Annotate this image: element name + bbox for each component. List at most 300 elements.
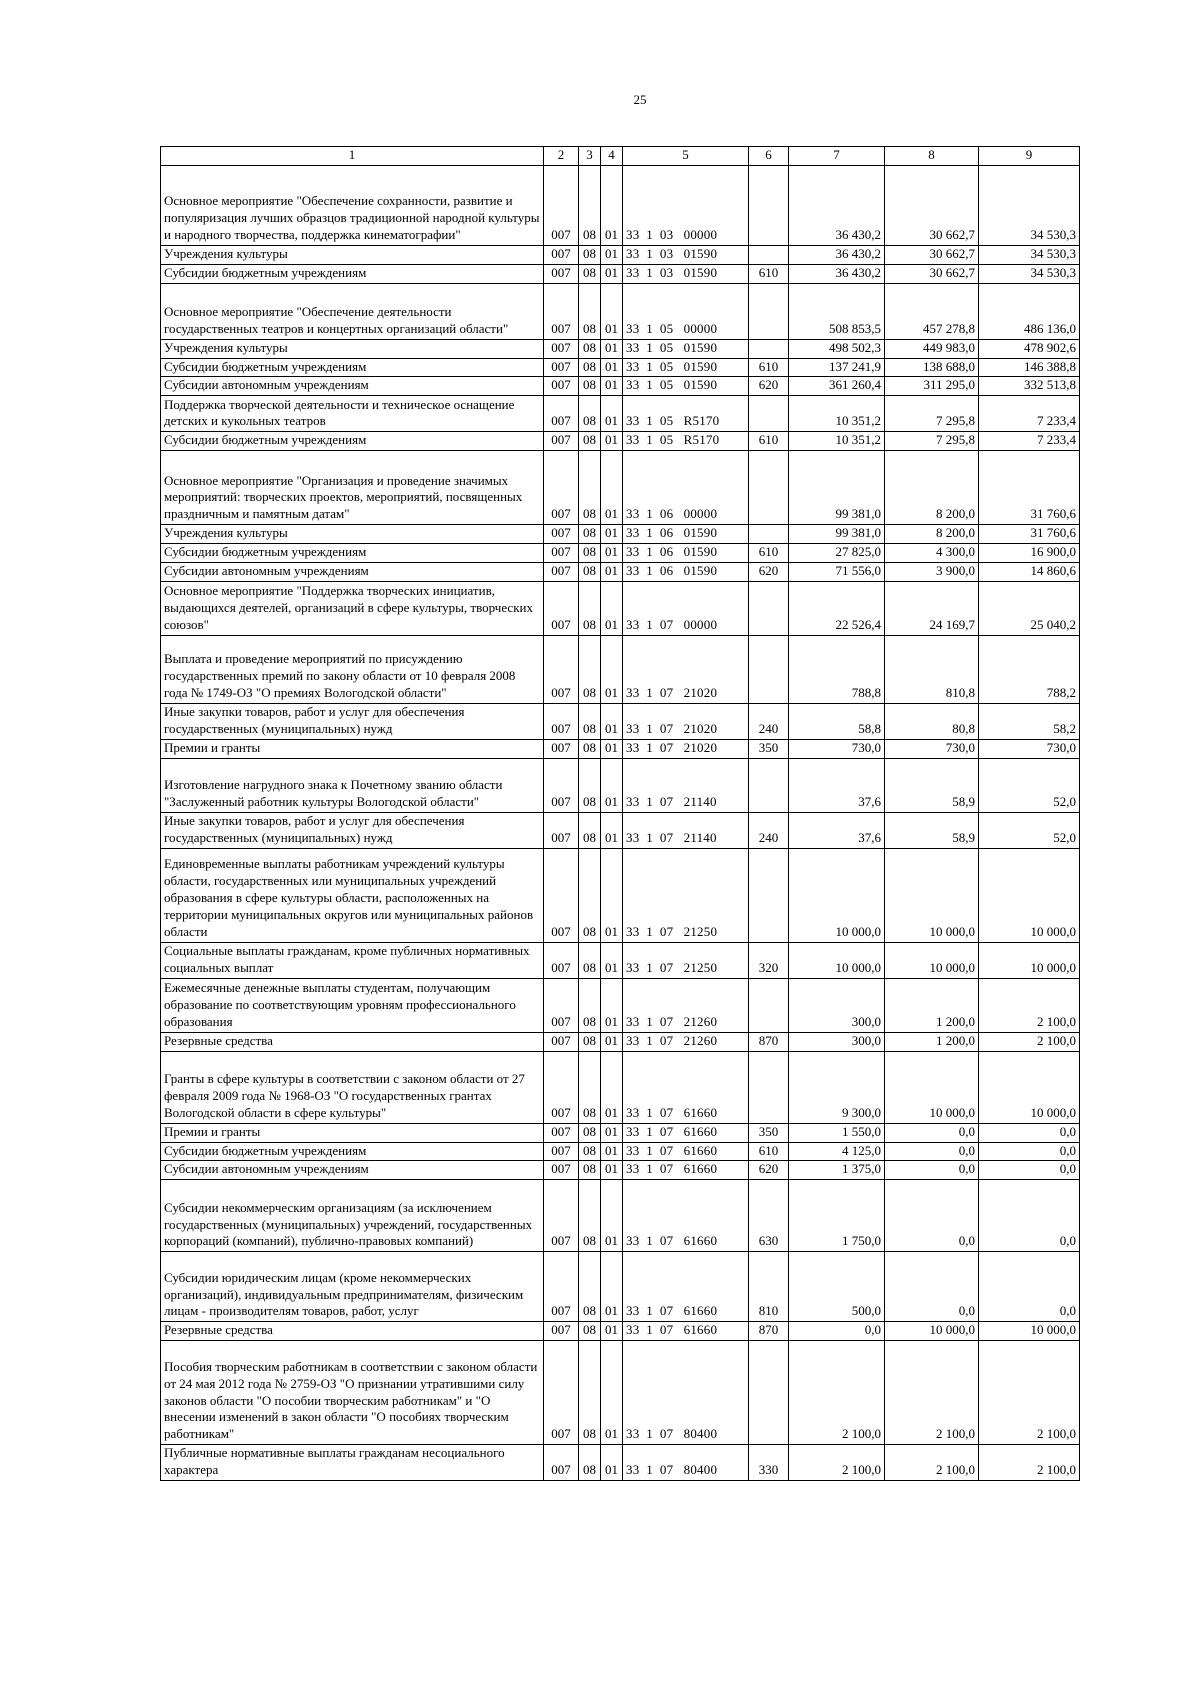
row-label: Иные закупки товаров, работ и услуг для обеспечения государственных (муниципальных) нужд [161,703,544,739]
cell-col-9: 31 760,6 [979,451,1080,525]
cell-col-7: 36 430,2 [789,165,885,245]
table-row [161,758,1080,812]
cell-col-6: 620 [749,563,789,582]
cell-col-7: 300,0 [789,1032,885,1051]
cell-col-2: 007 [544,358,579,377]
column-header: 9 [979,147,1080,166]
table-row [161,396,1080,432]
cell-col-7: 500,0 [789,1252,885,1322]
cell-col-5: 33 1 07 61660 [623,1051,749,1123]
cell-col-7: 2 100,0 [789,1341,885,1445]
cell-col-7: 99 381,0 [789,451,885,525]
cell-col-3: 08 [579,1123,601,1142]
cell-col-8: 8 200,0 [885,451,979,525]
cell-col-7: 4 125,0 [789,1142,885,1161]
row-label: Изготовление нагрудного знака к Почетному званию области "Заслуженный работник культуры Вологодской области" [161,758,544,812]
cell-col-8: 730,0 [885,739,979,758]
row-label: Выплата и проведение мероприятий по присуждению государственных премий по закону области от 10 февраля 2008 года № 1749-ОЗ "О премиях Вологодской области" [161,635,544,703]
cell-col-9: 58,2 [979,703,1080,739]
cell-col-5: 33 1 05 01590 [623,358,749,377]
cell-col-4: 01 [601,1341,623,1445]
cell-col-6 [749,339,789,358]
cell-col-7: 71 556,0 [789,563,885,582]
cell-col-6: 810 [749,1252,789,1322]
table-row [161,581,1080,635]
cell-col-2: 007 [544,703,579,739]
row-label: Основное мероприятие "Организация и проведение значимых мероприятий: творческих проектов, мероприятий, посвященных праздничным и памятным датам" [161,451,544,525]
page-number: 25 [633,92,647,107]
cell-col-7: 508 853,5 [789,283,885,339]
cell-col-8: 7 295,8 [885,432,979,451]
cell-col-4: 01 [601,848,623,942]
cell-col-7: 730,0 [789,739,885,758]
cell-col-9: 0,0 [979,1142,1080,1161]
row-label: Субсидии бюджетным учреждениям [161,544,544,563]
cell-col-9: 478 902,6 [979,339,1080,358]
cell-col-8: 30 662,7 [885,245,979,264]
cell-col-2: 007 [544,563,579,582]
cell-col-2: 007 [544,812,579,848]
row-label: Субсидии бюджетным учреждениям [161,432,544,451]
cell-col-9: 7 233,4 [979,396,1080,432]
cell-col-3: 08 [579,1032,601,1051]
cell-col-5: 33 1 05 01590 [623,377,749,396]
cell-col-6: 610 [749,544,789,563]
cell-col-5: 33 1 07 80400 [623,1341,749,1445]
cell-col-7: 22 526,4 [789,581,885,635]
cell-col-6: 350 [749,1123,789,1142]
table-row [161,812,1080,848]
table-row [161,1252,1080,1322]
cell-col-6 [749,165,789,245]
cell-col-7: 1 750,0 [789,1180,885,1252]
table-row [161,942,1080,978]
cell-col-8: 10 000,0 [885,848,979,942]
cell-col-5: 33 1 07 61660 [623,1161,749,1180]
cell-col-8: 8 200,0 [885,525,979,544]
cell-col-2: 007 [544,377,579,396]
cell-col-3: 08 [579,283,601,339]
cell-col-3: 08 [579,525,601,544]
cell-col-9: 16 900,0 [979,544,1080,563]
table-row [161,739,1080,758]
cell-col-6: 330 [749,1445,789,1481]
cell-col-4: 01 [601,1180,623,1252]
table-row [161,339,1080,358]
cell-col-5: 33 1 07 80400 [623,1445,749,1481]
cell-col-4: 01 [601,525,623,544]
cell-col-9: 0,0 [979,1161,1080,1180]
cell-col-6: 350 [749,739,789,758]
cell-col-4: 01 [601,283,623,339]
cell-col-5: 33 1 06 01590 [623,563,749,582]
row-label: Субсидии бюджетным учреждениям [161,358,544,377]
cell-col-8: 138 688,0 [885,358,979,377]
cell-col-2: 007 [544,1161,579,1180]
table-row [161,1180,1080,1252]
cell-col-5: 33 1 07 21140 [623,812,749,848]
cell-col-3: 08 [579,635,601,703]
cell-col-8: 30 662,7 [885,264,979,283]
cell-col-4: 01 [601,703,623,739]
cell-col-6: 320 [749,942,789,978]
table-row [161,848,1080,942]
cell-col-8: 0,0 [885,1123,979,1142]
cell-col-4: 01 [601,1123,623,1142]
table-row [161,264,1080,283]
cell-col-8: 10 000,0 [885,942,979,978]
column-header: 7 [789,147,885,166]
cell-col-2: 007 [544,245,579,264]
table-row [161,1322,1080,1341]
cell-col-5: 33 1 06 01590 [623,544,749,563]
cell-col-4: 01 [601,1161,623,1180]
cell-col-4: 01 [601,758,623,812]
cell-col-9: 52,0 [979,812,1080,848]
cell-col-9: 10 000,0 [979,942,1080,978]
cell-col-9: 2 100,0 [979,1341,1080,1445]
cell-col-3: 08 [579,358,601,377]
cell-col-3: 08 [579,377,601,396]
cell-col-3: 08 [579,978,601,1032]
table-row [161,1142,1080,1161]
cell-col-7: 36 430,2 [789,264,885,283]
cell-col-2: 007 [544,1180,579,1252]
column-header: 3 [579,147,601,166]
row-label: Основное мероприятие "Поддержка творческих инициатив, выдающихся деятелей, организаций в сфере культуры, творческих союзов" [161,581,544,635]
cell-col-5: 33 1 07 21250 [623,942,749,978]
cell-col-6: 870 [749,1322,789,1341]
cell-col-2: 007 [544,165,579,245]
table-row [161,703,1080,739]
column-header: 2 [544,147,579,166]
row-label: Субсидии автономным учреждениям [161,377,544,396]
cell-col-7: 10 000,0 [789,942,885,978]
column-header: 5 [623,147,749,166]
cell-col-9: 34 530,3 [979,245,1080,264]
cell-col-9: 52,0 [979,758,1080,812]
cell-col-2: 007 [544,264,579,283]
cell-col-4: 01 [601,264,623,283]
cell-col-8: 4 300,0 [885,544,979,563]
cell-col-3: 08 [579,451,601,525]
row-label: Социальные выплаты гражданам, кроме публичных нормативных социальных выплат [161,942,544,978]
cell-col-3: 08 [579,563,601,582]
cell-col-5: 33 1 07 21020 [623,703,749,739]
row-label: Учреждения культуры [161,245,544,264]
cell-col-2: 007 [544,451,579,525]
cell-col-5: 33 1 05 R5170 [623,396,749,432]
cell-col-2: 007 [544,1051,579,1123]
cell-col-6 [749,581,789,635]
cell-col-3: 08 [579,758,601,812]
cell-col-5: 33 1 06 00000 [623,451,749,525]
cell-col-9: 2 100,0 [979,1032,1080,1051]
cell-col-3: 08 [579,396,601,432]
cell-col-3: 08 [579,165,601,245]
cell-col-8: 0,0 [885,1142,979,1161]
cell-col-7: 58,8 [789,703,885,739]
table-row [161,432,1080,451]
row-label: Публичные нормативные выплаты гражданам несоциального характера [161,1445,544,1481]
cell-col-2: 007 [544,1032,579,1051]
cell-col-4: 01 [601,581,623,635]
cell-col-6 [749,848,789,942]
cell-col-8: 2 100,0 [885,1445,979,1481]
cell-col-4: 01 [601,812,623,848]
row-label: Резервные средства [161,1322,544,1341]
cell-col-9: 0,0 [979,1123,1080,1142]
cell-col-2: 007 [544,758,579,812]
cell-col-5: 33 1 06 01590 [623,525,749,544]
cell-col-5: 33 1 05 01590 [623,339,749,358]
cell-col-5: 33 1 07 61660 [623,1180,749,1252]
cell-col-6: 610 [749,358,789,377]
cell-col-9: 34 530,3 [979,264,1080,283]
cell-col-5: 33 1 07 21020 [623,635,749,703]
cell-col-6: 870 [749,1032,789,1051]
cell-col-3: 08 [579,432,601,451]
cell-col-6 [749,283,789,339]
cell-col-6 [749,525,789,544]
budget-table [160,146,1080,1481]
cell-col-3: 08 [579,1142,601,1161]
cell-col-4: 01 [601,451,623,525]
cell-col-3: 08 [579,1252,601,1322]
cell-col-2: 007 [544,581,579,635]
row-label: Субсидии автономным учреждениям [161,563,544,582]
cell-col-3: 08 [579,264,601,283]
column-header: 4 [601,147,623,166]
table-row [161,1123,1080,1142]
cell-col-5: 33 1 07 61660 [623,1123,749,1142]
cell-col-7: 10 000,0 [789,848,885,942]
row-label: Резервные средства [161,1032,544,1051]
cell-col-6 [749,978,789,1032]
table-row [161,358,1080,377]
cell-col-3: 08 [579,581,601,635]
cell-col-9: 10 000,0 [979,848,1080,942]
cell-col-4: 01 [601,1322,623,1341]
cell-col-7: 27 825,0 [789,544,885,563]
cell-col-3: 08 [579,544,601,563]
cell-col-6: 240 [749,703,789,739]
cell-col-7: 788,8 [789,635,885,703]
row-label: Субсидии бюджетным учреждениям [161,1142,544,1161]
row-label: Ежемесячные денежные выплаты студентам, получающим образование по соответствующим уровням профессионального образования [161,978,544,1032]
column-header: 6 [749,147,789,166]
table-row [161,525,1080,544]
cell-col-8: 7 295,8 [885,396,979,432]
cell-col-3: 08 [579,1161,601,1180]
cell-col-9: 730,0 [979,739,1080,758]
cell-col-5: 33 1 05 R5170 [623,432,749,451]
cell-col-8: 24 169,7 [885,581,979,635]
cell-col-3: 08 [579,848,601,942]
column-header: 1 [161,147,544,166]
row-label: Премии и гранты [161,739,544,758]
table-row [161,283,1080,339]
cell-col-5: 33 1 07 61660 [623,1252,749,1322]
cell-col-7: 36 430,2 [789,245,885,264]
row-label: Поддержка творческой деятельности и техническое оснащение детских и кукольных театров [161,396,544,432]
cell-col-8: 810,8 [885,635,979,703]
cell-col-2: 007 [544,1322,579,1341]
table-row [161,1445,1080,1481]
cell-col-6 [749,451,789,525]
cell-col-3: 08 [579,942,601,978]
column-header: 8 [885,147,979,166]
row-label: Основное мероприятие "Обеспечение деятельности государственных театров и концертных организаций области" [161,283,544,339]
cell-col-6: 630 [749,1180,789,1252]
table-row [161,1161,1080,1180]
cell-col-7: 2 100,0 [789,1445,885,1481]
cell-col-5: 33 1 07 21260 [623,978,749,1032]
cell-col-6: 610 [749,264,789,283]
cell-col-4: 01 [601,358,623,377]
cell-col-2: 007 [544,432,579,451]
row-label: Премии и гранты [161,1123,544,1142]
cell-col-4: 01 [601,635,623,703]
cell-col-5: 33 1 07 21260 [623,1032,749,1051]
cell-col-5: 33 1 03 01590 [623,245,749,264]
row-label: Учреждения культуры [161,339,544,358]
table-row [161,451,1080,525]
cell-col-3: 08 [579,1051,601,1123]
cell-col-3: 08 [579,1341,601,1445]
cell-col-6 [749,758,789,812]
cell-col-5: 33 1 07 61660 [623,1322,749,1341]
cell-col-2: 007 [544,1341,579,1445]
table-row [161,165,1080,245]
cell-col-9: 486 136,0 [979,283,1080,339]
cell-col-3: 08 [579,812,601,848]
cell-col-6: 610 [749,1142,789,1161]
cell-col-3: 08 [579,245,601,264]
cell-col-9: 34 530,3 [979,165,1080,245]
cell-col-9: 10 000,0 [979,1051,1080,1123]
cell-col-4: 01 [601,544,623,563]
cell-col-6 [749,245,789,264]
cell-col-2: 007 [544,1142,579,1161]
cell-col-8: 30 662,7 [885,165,979,245]
table-row [161,377,1080,396]
cell-col-8: 0,0 [885,1161,979,1180]
cell-col-4: 01 [601,339,623,358]
cell-col-4: 01 [601,942,623,978]
cell-col-8: 0,0 [885,1180,979,1252]
cell-col-7: 37,6 [789,758,885,812]
cell-col-8: 0,0 [885,1252,979,1322]
row-label: Учреждения культуры [161,525,544,544]
table-row [161,1051,1080,1123]
cell-col-7: 0,0 [789,1322,885,1341]
cell-col-2: 007 [544,978,579,1032]
cell-col-9: 2 100,0 [979,978,1080,1032]
row-label: Иные закупки товаров, работ и услуг для обеспечения государственных (муниципальных) нужд [161,812,544,848]
cell-col-8: 2 100,0 [885,1341,979,1445]
cell-col-3: 08 [579,703,601,739]
cell-col-6: 610 [749,432,789,451]
cell-col-7: 10 351,2 [789,396,885,432]
cell-col-8: 1 200,0 [885,1032,979,1051]
cell-col-9: 332 513,8 [979,377,1080,396]
cell-col-7: 37,6 [789,812,885,848]
cell-col-8: 3 900,0 [885,563,979,582]
table-row [161,978,1080,1032]
cell-col-2: 007 [544,339,579,358]
cell-col-7: 300,0 [789,978,885,1032]
row-label: Единовременные выплаты работникам учреждений культуры области, государственных или муниципальных учреждений образования в сфере культуры области, расположенных на территории муниципальных округов или муниципальных районов области [161,848,544,942]
cell-col-9: 2 100,0 [979,1445,1080,1481]
cell-col-5: 33 1 07 21140 [623,758,749,812]
cell-col-4: 01 [601,1032,623,1051]
cell-col-6 [749,635,789,703]
cell-col-2: 007 [544,396,579,432]
cell-col-8: 1 200,0 [885,978,979,1032]
cell-col-4: 01 [601,432,623,451]
cell-col-4: 01 [601,978,623,1032]
cell-col-7: 10 351,2 [789,432,885,451]
cell-col-2: 007 [544,739,579,758]
cell-col-4: 01 [601,563,623,582]
cell-col-6: 240 [749,812,789,848]
cell-col-9: 25 040,2 [979,581,1080,635]
cell-col-9: 10 000,0 [979,1322,1080,1341]
cell-col-4: 01 [601,1445,623,1481]
cell-col-9: 0,0 [979,1180,1080,1252]
cell-col-2: 007 [544,525,579,544]
cell-col-3: 08 [579,739,601,758]
cell-col-2: 007 [544,635,579,703]
cell-col-4: 01 [601,1142,623,1161]
cell-col-5: 33 1 07 61660 [623,1142,749,1161]
cell-col-8: 80,8 [885,703,979,739]
row-label: Основное мероприятие "Обеспечение сохранности, развитие и популяризация лучших образцов традиционной народной культуры и народного творчества, поддержка кинематографии" [161,165,544,245]
cell-col-4: 01 [601,396,623,432]
table-row [161,563,1080,582]
row-label: Субсидии бюджетным учреждениям [161,264,544,283]
cell-col-9: 146 388,8 [979,358,1080,377]
cell-col-8: 58,9 [885,758,979,812]
cell-col-5: 33 1 07 00000 [623,581,749,635]
cell-col-2: 007 [544,1123,579,1142]
cell-col-5: 33 1 07 21250 [623,848,749,942]
cell-col-2: 007 [544,283,579,339]
cell-col-7: 9 300,0 [789,1051,885,1123]
cell-col-8: 449 983,0 [885,339,979,358]
cell-col-6 [749,396,789,432]
cell-col-7: 137 241,9 [789,358,885,377]
cell-col-6: 620 [749,377,789,396]
cell-col-4: 01 [601,245,623,264]
cell-col-7: 1 550,0 [789,1123,885,1142]
cell-col-8: 58,9 [885,812,979,848]
cell-col-4: 01 [601,1051,623,1123]
cell-col-8: 311 295,0 [885,377,979,396]
header-row [161,147,1080,166]
cell-col-7: 99 381,0 [789,525,885,544]
cell-col-7: 1 375,0 [789,1161,885,1180]
cell-col-2: 007 [544,1252,579,1322]
row-label: Субсидии некоммерческим организациям (за исключением государственных (муниципальных) учреждений, государственных корпораций (компаний), публично-правовых компаний) [161,1180,544,1252]
cell-col-9: 0,0 [979,1252,1080,1322]
cell-col-9: 14 860,6 [979,563,1080,582]
cell-col-8: 10 000,0 [885,1051,979,1123]
table-row [161,1341,1080,1445]
cell-col-3: 08 [579,1180,601,1252]
cell-col-6: 620 [749,1161,789,1180]
